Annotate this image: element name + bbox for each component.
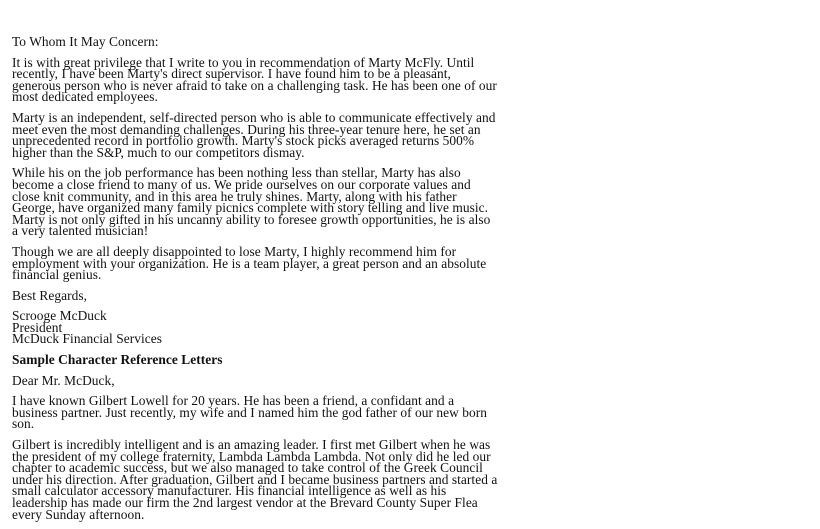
document-page <box>12 36 812 529</box>
signature-title: President <box>12 319 63 335</box>
section-heading: Sample Character Reference Letters <box>12 352 223 368</box>
letter2-paragraph-1: I have known Gilbert Lowell for 20 years. He has been a friend, a confidant and a business partner. Just recently, my wife and I named him the god father of our new born son. <box>12 393 488 432</box>
letter2-paragraph-2: Gilbert is incredibly intelligent and is an amazing leader. I first met Gilbert when he was the president of my college fraternity, Lambda Lambda Lambda. Not only did he led our chapter to academic success, but we also managed to take control of the Greek Council under his direction. After graduation, Gilbert and I became business partners and started a small calculator accessory manufacturer. His financial intelligence as well as his leadership has made our firm the 2nd largest vendor at the Brevard County Super Flea every Sunday afternoon. <box>12 437 498 522</box>
letter1-paragraph-4: Though we are all deeply disappointed to lose Marty, I highly recommend him for employment with your organization. He is a team player, a great person and an absolute financial genius. <box>12 243 487 283</box>
letter1-salutation: To Whom It May Concern: <box>12 34 159 49</box>
signature-name: Scrooge McDuck <box>12 308 107 324</box>
signature-company: McDuck Financial Services <box>12 331 162 347</box>
letter1-paragraph-3: While his on the job performance has been nothing less than stellar, Marty has also become a close friend to many of us. We pride ourselves on our corporate values and close knit community, and in this area he truly shines. Marty, along with his father George, have organized many family picnics complete with story telling and live music. Marty is not only gifted in his uncanny ability to foresee growth opportunities, he is also a very talented musician! <box>12 165 491 239</box>
letter1-signature-block <box>12 310 812 345</box>
letter1-paragraph-2: Marty is an independent, self-directed person who is able to communicate effectively and meet even the most demanding challenges. During his three-year tenure here, he set an unprecedented record in portfolio growth. Marty's stock picks averaged returns 500% higher than the S&P, much to our competitors dismay. <box>12 109 496 160</box>
letter1-paragraph-1: It is with great privilege that I write to you in recommendation of Marty McFly. Until recently, I have been Marty's direct supervisor. I have found him to be a pleasant, generous person who is never afraid to take on a challenging task. He has been one of our most dedicated employees. <box>12 54 497 105</box>
letter2-salutation: Dear Mr. McDuck, <box>12 372 115 388</box>
letter1-closing: Best Regards, <box>12 287 88 303</box>
